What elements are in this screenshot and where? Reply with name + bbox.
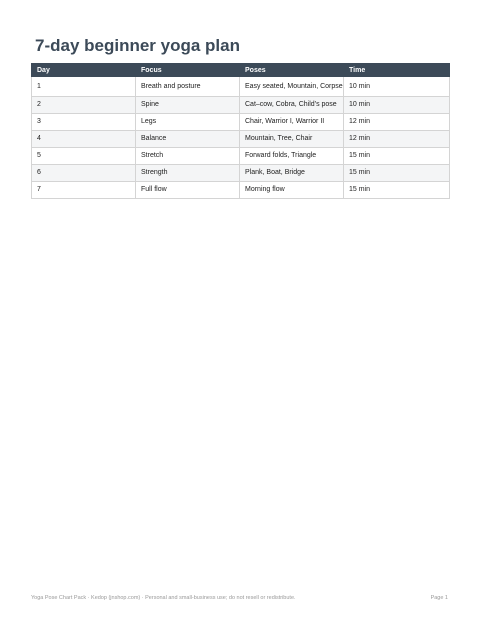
- cell-day: 3: [32, 114, 136, 131]
- cell-day: 4: [32, 131, 136, 148]
- cell-day: 2: [32, 97, 136, 114]
- cell-time: 10 min: [344, 77, 450, 97]
- cell-poses: Chair, Warrior I, Warrior II: [240, 114, 344, 131]
- column-header-time: Time: [344, 64, 450, 77]
- cell-poses: Mountain, Tree, Chair: [240, 131, 344, 148]
- table-row: [32, 97, 450, 114]
- cell-day: 6: [32, 165, 136, 182]
- table-row: [32, 182, 450, 199]
- cell-poses: Forward folds, Triangle: [240, 148, 344, 165]
- cell-time: 15 min: [344, 165, 450, 182]
- cell-poses: Easy seated, Mountain, Corpse: [240, 77, 344, 97]
- cell-focus: Stretch: [136, 148, 240, 165]
- yoga-plan-table: [31, 63, 450, 199]
- column-header-day: Day: [32, 64, 136, 77]
- table-row: [32, 131, 450, 148]
- cell-time: 12 min: [344, 114, 450, 131]
- table-row: [32, 114, 450, 131]
- page-number: Page 1: [430, 595, 448, 601]
- cell-focus: Full flow: [136, 182, 240, 199]
- cell-time: 15 min: [344, 182, 450, 199]
- cell-focus: Legs: [136, 114, 240, 131]
- table-row: [32, 77, 450, 97]
- cell-poses: Plank, Boat, Bridge: [240, 165, 344, 182]
- column-header-focus: Focus: [136, 64, 240, 77]
- cell-focus: Spine: [136, 97, 240, 114]
- cell-time: 10 min: [344, 97, 450, 114]
- column-header-poses: Poses: [240, 64, 344, 77]
- cell-poses: Morning flow: [240, 182, 344, 199]
- cell-time: 12 min: [344, 131, 450, 148]
- cell-time: 15 min: [344, 148, 450, 165]
- cell-day: 7: [32, 182, 136, 199]
- table-row: [32, 148, 450, 165]
- cell-day: 1: [32, 77, 136, 97]
- cell-day: 5: [32, 148, 136, 165]
- cell-focus: Breath and posture: [136, 77, 240, 97]
- cell-focus: Strength: [136, 165, 240, 182]
- table-row: [32, 165, 450, 182]
- cell-focus: Balance: [136, 131, 240, 148]
- table-header-row: [32, 64, 450, 77]
- footer-note: Yoga Pose Chart Pack · Kedop (jnshop.com) · Personal and small-business use; do not resell or redistribute.: [31, 595, 296, 601]
- page-title: 7-day beginner yoga plan: [35, 36, 240, 55]
- cell-poses: Cat–cow, Cobra, Child’s pose: [240, 97, 344, 114]
